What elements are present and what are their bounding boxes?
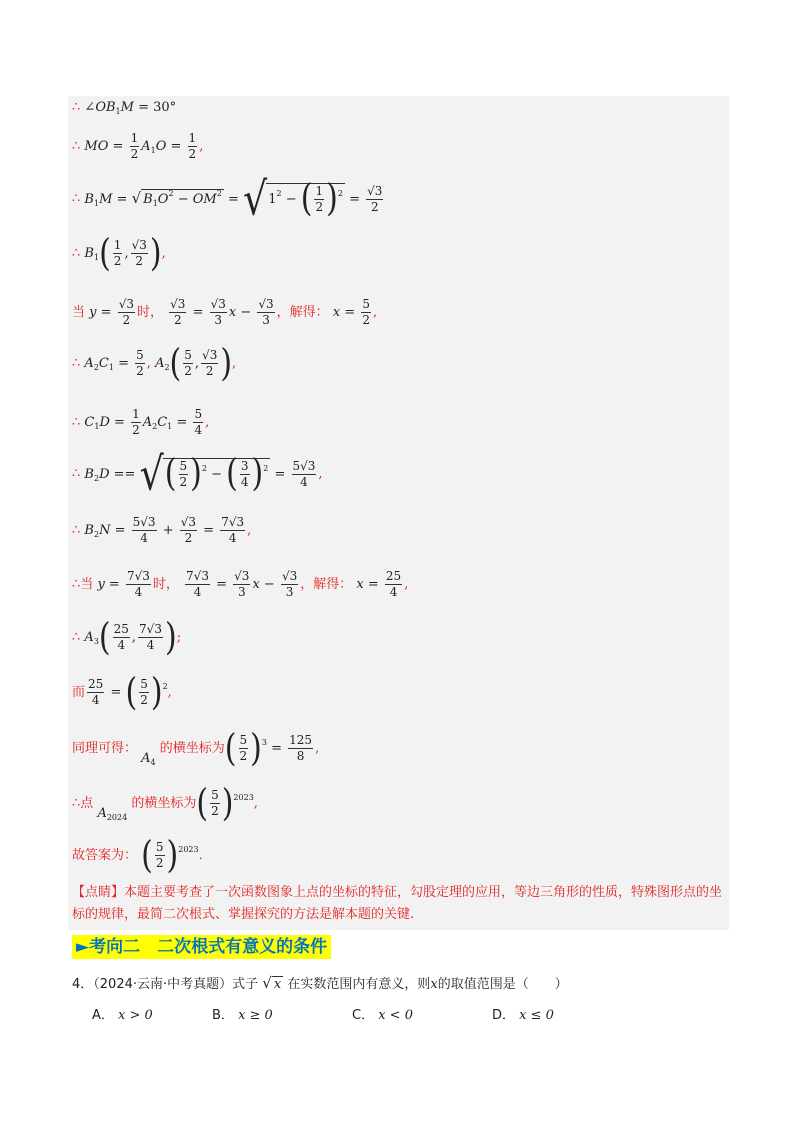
therefore-symbol: ∴ [72, 100, 81, 115]
therefore-symbol: ∴ [72, 630, 81, 645]
therefore-symbol: ∴ [72, 577, 81, 592]
option-b[interactable] [212, 1004, 273, 1023]
question-text-b: 在实数范围内有意义，则 [287, 977, 431, 992]
text-jiede: ，解得： [276, 305, 329, 320]
solution-line-14: ∴点 $A_{2024}$ 的横坐标为( $\frac{5}{2}$ )$^{2023}$, [72, 781, 258, 825]
text-hengzuobiao: 的横坐标为 [159, 741, 225, 756]
solution-line-7: ∴ $C_1D$ = $\frac{1}{2}$ $A_2C_1$ = $\frac{5}{4}$ , [72, 407, 210, 437]
therefore-symbol: ∴ [72, 139, 81, 154]
option-c[interactable] [352, 1004, 413, 1023]
solution-line-10: ∴当 y = $\frac{7√3}{4}$ 时， $\frac{7√3}{4}$ = $\frac{√3}{3}$ x − $\frac{√3}{3}$ ，解得： x = $\frac{25}{4}$ , [72, 569, 409, 599]
solution-line-4: ∴ $B_1$( $\frac{1}{2}$ , $\frac{√3}{2}$ ), [72, 231, 166, 275]
text-jiede: ，解得： [300, 577, 353, 592]
text-hengzuobiao: 的横坐标为 [131, 796, 197, 811]
option-expr: x ≤ 0 [519, 1008, 554, 1023]
option-expr: x ≥ 0 [238, 1008, 273, 1023]
text-dian: 点 [80, 796, 94, 811]
question-4: 4．（2024·云南·中考真题）式子 √ x 在实数范围内有意义，则x的取值范围是（ ） [72, 974, 568, 992]
solution-line-9: ∴ $B_2N$ = $\frac{5√3}{4}$ + $\frac{√3}{2}$ = $\frac{7√3}{4}$ , [72, 515, 252, 545]
solution-line-12: 而 $\frac{25}{4}$ = ( $\frac{5}{2}$ )$^2$, [72, 670, 172, 714]
therefore-symbol: ∴ [72, 415, 81, 430]
option-label: A． [92, 1008, 114, 1023]
text-shi: 时， [152, 577, 179, 592]
therefore-symbol: ∴ [72, 356, 81, 371]
solution-line-6: ∴ $A_2C_1$ = $\frac{5}{2}$ , $A_2$( $\frac{5}{2}$ , $\frac{√3}{2}$ ), [72, 341, 237, 385]
option-label: C． [352, 1008, 375, 1023]
solution-line-11: ∴ $A_3$( $\frac{25}{4}$ , $\frac{7√3}{4}$ ); [72, 615, 182, 659]
text-er: 而 [72, 685, 86, 700]
therefore-symbol: ∴ [72, 466, 81, 482]
option-label: B． [212, 1008, 234, 1023]
text-dang: 当 [80, 577, 94, 592]
question-text-c: 的取值范围是（ ） [437, 977, 568, 992]
solution-line-5: 当 y = $\frac{√3}{2}$ 时， $\frac{√3}{2}$ = $\frac{√3}{3}$ x − $\frac{√3}{3}$ ，解得： x = $\frac{5}{2}$ , [72, 297, 378, 327]
text-dang: 当 [72, 305, 86, 320]
question-text-a: 式子 [232, 977, 259, 992]
text-tongli: 同理可得： [72, 741, 138, 756]
option-label: D． [492, 1008, 516, 1023]
solution-line-13: 同理可得： $A_4$ 的横坐标为( $\frac{5}{2}$ )$^3$ = $\frac{125}{8}$ , [72, 726, 320, 770]
therefore-symbol: ∴ [72, 191, 81, 207]
question-source: （2024·云南·中考真题） [93, 977, 233, 992]
solution-line-15: 故答案为： ( $\frac{5}{2}$ )$^{2023}$． [72, 833, 212, 877]
therefore-symbol: ∴ [72, 523, 81, 538]
option-expr: x > 0 [118, 1008, 153, 1023]
tip-paragraph: 【点睛】本题主要考查了一次函数图象上点的坐标的特征，勾股定理的应用，等边三角形的性质，特殊图形点的坐标的规律，最简二次根式、掌握探究的方法是解本题的关键. [72, 885, 723, 922]
text-answer: 故答案为： [72, 848, 138, 863]
options [92, 1004, 692, 1024]
question-number: 4． [72, 977, 94, 992]
text-shi: 时， [136, 305, 163, 320]
option-a[interactable] [92, 1004, 153, 1023]
section-header: ►考向二 二次根式有意义的条件 [72, 935, 331, 959]
option-expr: x < 0 [378, 1008, 413, 1023]
solution-line-3: ∴ $B_1M$ = √ $B_1O^2 - OM^2 = √1^2$ − ( $\frac{1}{2}$ )$^2$ = $\frac{√3}{2}$ [72, 172, 383, 226]
solution-line-1: ∴ $\angle OB_1M = 30^\circ$ [72, 100, 177, 116]
solution-line-2: ∴ MO = $\frac{1}{2}$ $A_1O$ = $\frac{1}{2}$ , [72, 131, 204, 161]
therefore-symbol: ∴ [72, 246, 81, 261]
option-d[interactable] [492, 1004, 554, 1023]
therefore-symbol: ∴ [72, 796, 81, 811]
solution-line-8: ∴ $B_2D$ == √( $\frac{5}{2}$ )$^2$ − ( $\frac{3}{4}$ )$^2$ = $\frac{5√3}{4}$ , [72, 447, 323, 501]
